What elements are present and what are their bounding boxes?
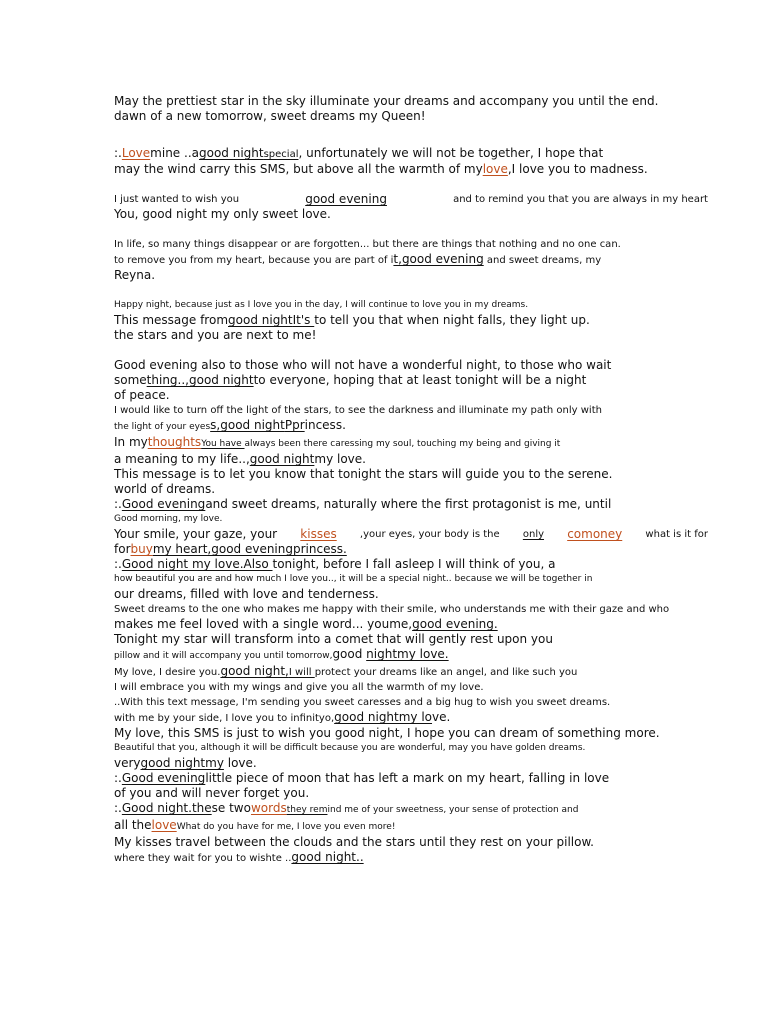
- underlined-text: thoughts: [147, 435, 202, 449]
- text-segment: little piece of moon that has left a mark on my heart, falling in love: [205, 771, 610, 785]
- text-segment: of you and will never forget you.: [114, 786, 310, 800]
- text-segment: to everyone, hoping that at least tonight will be a night: [253, 373, 587, 387]
- text-segment: makes me feel loved with a single word... youme,: [114, 617, 413, 631]
- text-segment: where they wait for you to wishte ..: [114, 853, 292, 864]
- text-line: [114, 542, 708, 557]
- text-line: [114, 358, 708, 373]
- text-line: [114, 207, 708, 222]
- text-segment: Happy night, because just as I love you in the day, I will continue to love you in my dreams.: [114, 300, 529, 310]
- underlined-text: thing..,good night: [146, 373, 254, 387]
- text-line: [114, 452, 708, 467]
- text-segment: good: [332, 647, 367, 661]
- text-line: [114, 435, 708, 452]
- underlined-text: love: [482, 162, 508, 176]
- text-line: [114, 482, 708, 497]
- underlined-text: good night,: [220, 664, 289, 678]
- text-segment: world of dreams.: [114, 482, 216, 496]
- underlined-text: s,good night: [210, 418, 285, 432]
- underlined-text: good night: [249, 452, 315, 466]
- underlined-text: comoney: [567, 527, 623, 541]
- text-line: [114, 268, 708, 283]
- underlined-text: It's: [292, 313, 315, 327]
- text-line: [114, 647, 708, 664]
- paragraph-spacer: [114, 124, 708, 146]
- text-segment: my love.: [314, 452, 366, 466]
- text-line: [114, 192, 708, 207]
- text-segment: may the wind carry this SMS, but above all the warmth of my: [114, 162, 483, 176]
- text-segment: what is it for: [645, 529, 708, 540]
- text-line: [114, 467, 708, 482]
- text-segment: Sweet dreams to the one who makes me happy with their smile, who understands me with their gaze and who: [114, 604, 670, 615]
- text-segment: ..With this text message, I'm sending you sweet caresses and a big hug to wish you sweet dreams.: [114, 697, 611, 708]
- text-segment: and sweet dreams, naturally where the first protagonist is me, until: [205, 497, 612, 511]
- underlined-text: good night: [198, 146, 264, 160]
- text-line: [114, 388, 708, 403]
- text-segment: Your smile, your gaze, your: [114, 527, 278, 541]
- text-line: [114, 741, 708, 756]
- text-segment: ind me of your sweetness, your sense of protection and: [327, 805, 579, 815]
- underlined-text: princess.: [293, 542, 347, 556]
- text-segment: and to remind you that you are always in my heart: [453, 194, 708, 205]
- text-segment: My love, this SMS is just to wish you good night, I hope you can dream of something more.: [114, 726, 660, 740]
- text-line: [114, 162, 708, 177]
- text-line: [114, 818, 708, 835]
- underlined-text: t,good evening: [393, 252, 484, 266]
- text-segment: Good evening also to those who will not have a wonderful night, to those who wait: [114, 358, 612, 372]
- text-segment: Beautiful that you, although it will be difficult because you are wonderful, may you have golden dreams.: [114, 743, 586, 753]
- text-segment: to remove you from my heart, because you are part of i: [114, 255, 394, 266]
- underlined-text: my heart,good evening: [152, 542, 293, 556]
- underlined-text: Good evening: [121, 497, 206, 511]
- paragraph-spacer: [114, 177, 708, 192]
- text-segment: :.: [114, 497, 122, 511]
- text-line: [114, 850, 708, 866]
- text-line: [114, 252, 708, 268]
- text-segment: This message from: [114, 313, 229, 327]
- underlined-text: good nightmy: [140, 756, 224, 770]
- text-segment: tonight, before I fall asleep I will think of you, a: [272, 557, 556, 571]
- text-line: [114, 109, 708, 124]
- text-line: [114, 664, 708, 680]
- text-line: [114, 617, 708, 632]
- text-line: [114, 497, 708, 512]
- text-line: [114, 313, 708, 328]
- text-line: [114, 835, 708, 850]
- text-segment: In life, so many things disappear or are forgotten... but there are things that nothing and no one can.: [114, 239, 621, 250]
- text-segment: pillow and it will accompany you until tomorrow,: [114, 651, 333, 661]
- text-line: [114, 418, 708, 435]
- text-segment: very: [114, 756, 141, 770]
- text-line: [114, 710, 708, 726]
- text-line: [114, 695, 708, 710]
- text-segment: ,your eyes, your body is the: [359, 529, 500, 540]
- text-segment: :.: [114, 557, 122, 571]
- text-segment: dawn of a new tomorrow, sweet dreams my Queen!: [114, 109, 426, 123]
- text-segment: This message is to let you know that tonight the stars will guide you to the serene.: [114, 467, 613, 481]
- underlined-text: good evening.: [412, 617, 498, 631]
- text-line: [114, 632, 708, 647]
- underlined-text: nightmy love.: [366, 647, 449, 661]
- text-segment: the stars and you are next to me!: [114, 328, 317, 342]
- text-segment: to tell you that when night falls, they light up.: [314, 313, 590, 327]
- text-line: [114, 771, 708, 786]
- text-line: [114, 572, 708, 587]
- text-line: [114, 403, 708, 418]
- text-line: [114, 94, 708, 109]
- text-segment: our dreams, filled with love and tenderness.: [114, 587, 379, 601]
- text-segment: :.: [114, 771, 122, 785]
- text-segment: always been there caressing my soul, touching my being and giving it: [244, 439, 561, 449]
- underlined-text: I will: [288, 667, 315, 678]
- underlined-text: Love: [121, 146, 151, 160]
- text-segment: love.: [223, 756, 257, 770]
- text-segment: of peace.: [114, 388, 170, 402]
- text-segment: May the prettiest star in the sky illuminate your dreams and accompany you until the end.: [114, 94, 659, 108]
- underlined-text: Good evening: [121, 771, 206, 785]
- underlined-text: kisses: [300, 527, 337, 541]
- text-segment: ve.: [432, 710, 451, 724]
- text-segment: In my: [114, 435, 148, 449]
- text-segment: Tonight my star will transform into a comet that will gently rest upon you: [114, 632, 553, 646]
- text-line: [114, 801, 708, 818]
- text-segment: I would like to turn off the light of the stars, to see the darkness and illuminate my path only with: [114, 405, 602, 416]
- document-body: [114, 94, 708, 866]
- text-line: [114, 680, 708, 695]
- text-segment: incess.: [304, 418, 346, 432]
- text-line: [114, 298, 708, 313]
- text-segment: protect your dreams like an angel, and like such you: [314, 667, 578, 678]
- text-segment: the light of your eyes: [114, 422, 211, 432]
- text-segment: What do you have for me, I love you even more!: [176, 822, 396, 832]
- underlined-text: love: [151, 818, 177, 832]
- text-segment: mine ..a: [150, 146, 199, 160]
- underlined-text: good night: [228, 313, 293, 327]
- text-segment: how beautiful you are and how much I love you.., it will be a special night.. because we will be together in: [114, 574, 593, 584]
- underlined-text: Good night my love.Also: [121, 557, 273, 571]
- text-segment: :.: [114, 146, 122, 160]
- underlined-text: only: [522, 529, 545, 540]
- text-segment: a meaning to my life..,: [114, 452, 250, 466]
- underlined-text: Ppr: [284, 418, 305, 432]
- text-line: [114, 527, 708, 542]
- text-line: [114, 602, 708, 617]
- text-segment: My kisses travel between the clouds and the stars until they rest on your pillow.: [114, 835, 594, 849]
- text-segment: Reyna.: [114, 268, 156, 282]
- text-line: [114, 557, 708, 572]
- text-line: [114, 786, 708, 801]
- text-segment: My love, I desire you.: [114, 667, 221, 678]
- underlined-text: Good night.the: [121, 801, 212, 815]
- underlined-text: good night..: [291, 850, 364, 864]
- underlined-text: good evening: [305, 192, 387, 206]
- paragraph-spacer: [114, 222, 708, 237]
- underlined-text: You have: [201, 439, 245, 449]
- text-segment: :.: [114, 801, 122, 815]
- text-line: [114, 237, 708, 252]
- text-segment: for: [114, 542, 131, 556]
- text-segment: Good morning, my love.: [114, 514, 223, 524]
- text-segment: , unfortunately we will not be together, I hope that: [298, 146, 604, 160]
- underlined-text: buy: [130, 542, 153, 556]
- underlined-text: special: [263, 149, 299, 160]
- underlined-text: good nightmy lo: [334, 710, 433, 724]
- text-segment: I just wanted to wish you: [114, 194, 240, 205]
- paragraph-spacer: [114, 343, 708, 358]
- text-line: [114, 373, 708, 388]
- text-segment: ,I love you to madness.: [507, 162, 648, 176]
- text-segment: with me by your side, I love you to infinityo,: [114, 713, 335, 724]
- underlined-text: they rem: [286, 805, 328, 815]
- text-line: [114, 726, 708, 741]
- paragraph-spacer: [114, 283, 708, 298]
- text-line: [114, 756, 708, 771]
- text-segment: all the: [114, 818, 152, 832]
- text-line: [114, 587, 708, 602]
- text-segment: se two: [211, 801, 251, 815]
- text-segment: I will embrace you with my wings and give you all the warmth of my love.: [114, 682, 484, 693]
- text-line: [114, 146, 708, 162]
- text-line: [114, 328, 708, 343]
- underlined-text: words: [250, 801, 287, 815]
- text-line: [114, 512, 708, 527]
- text-segment: and sweet dreams, my: [483, 255, 602, 266]
- text-segment: You, good night my only sweet love.: [114, 207, 331, 221]
- text-segment: some: [114, 373, 147, 387]
